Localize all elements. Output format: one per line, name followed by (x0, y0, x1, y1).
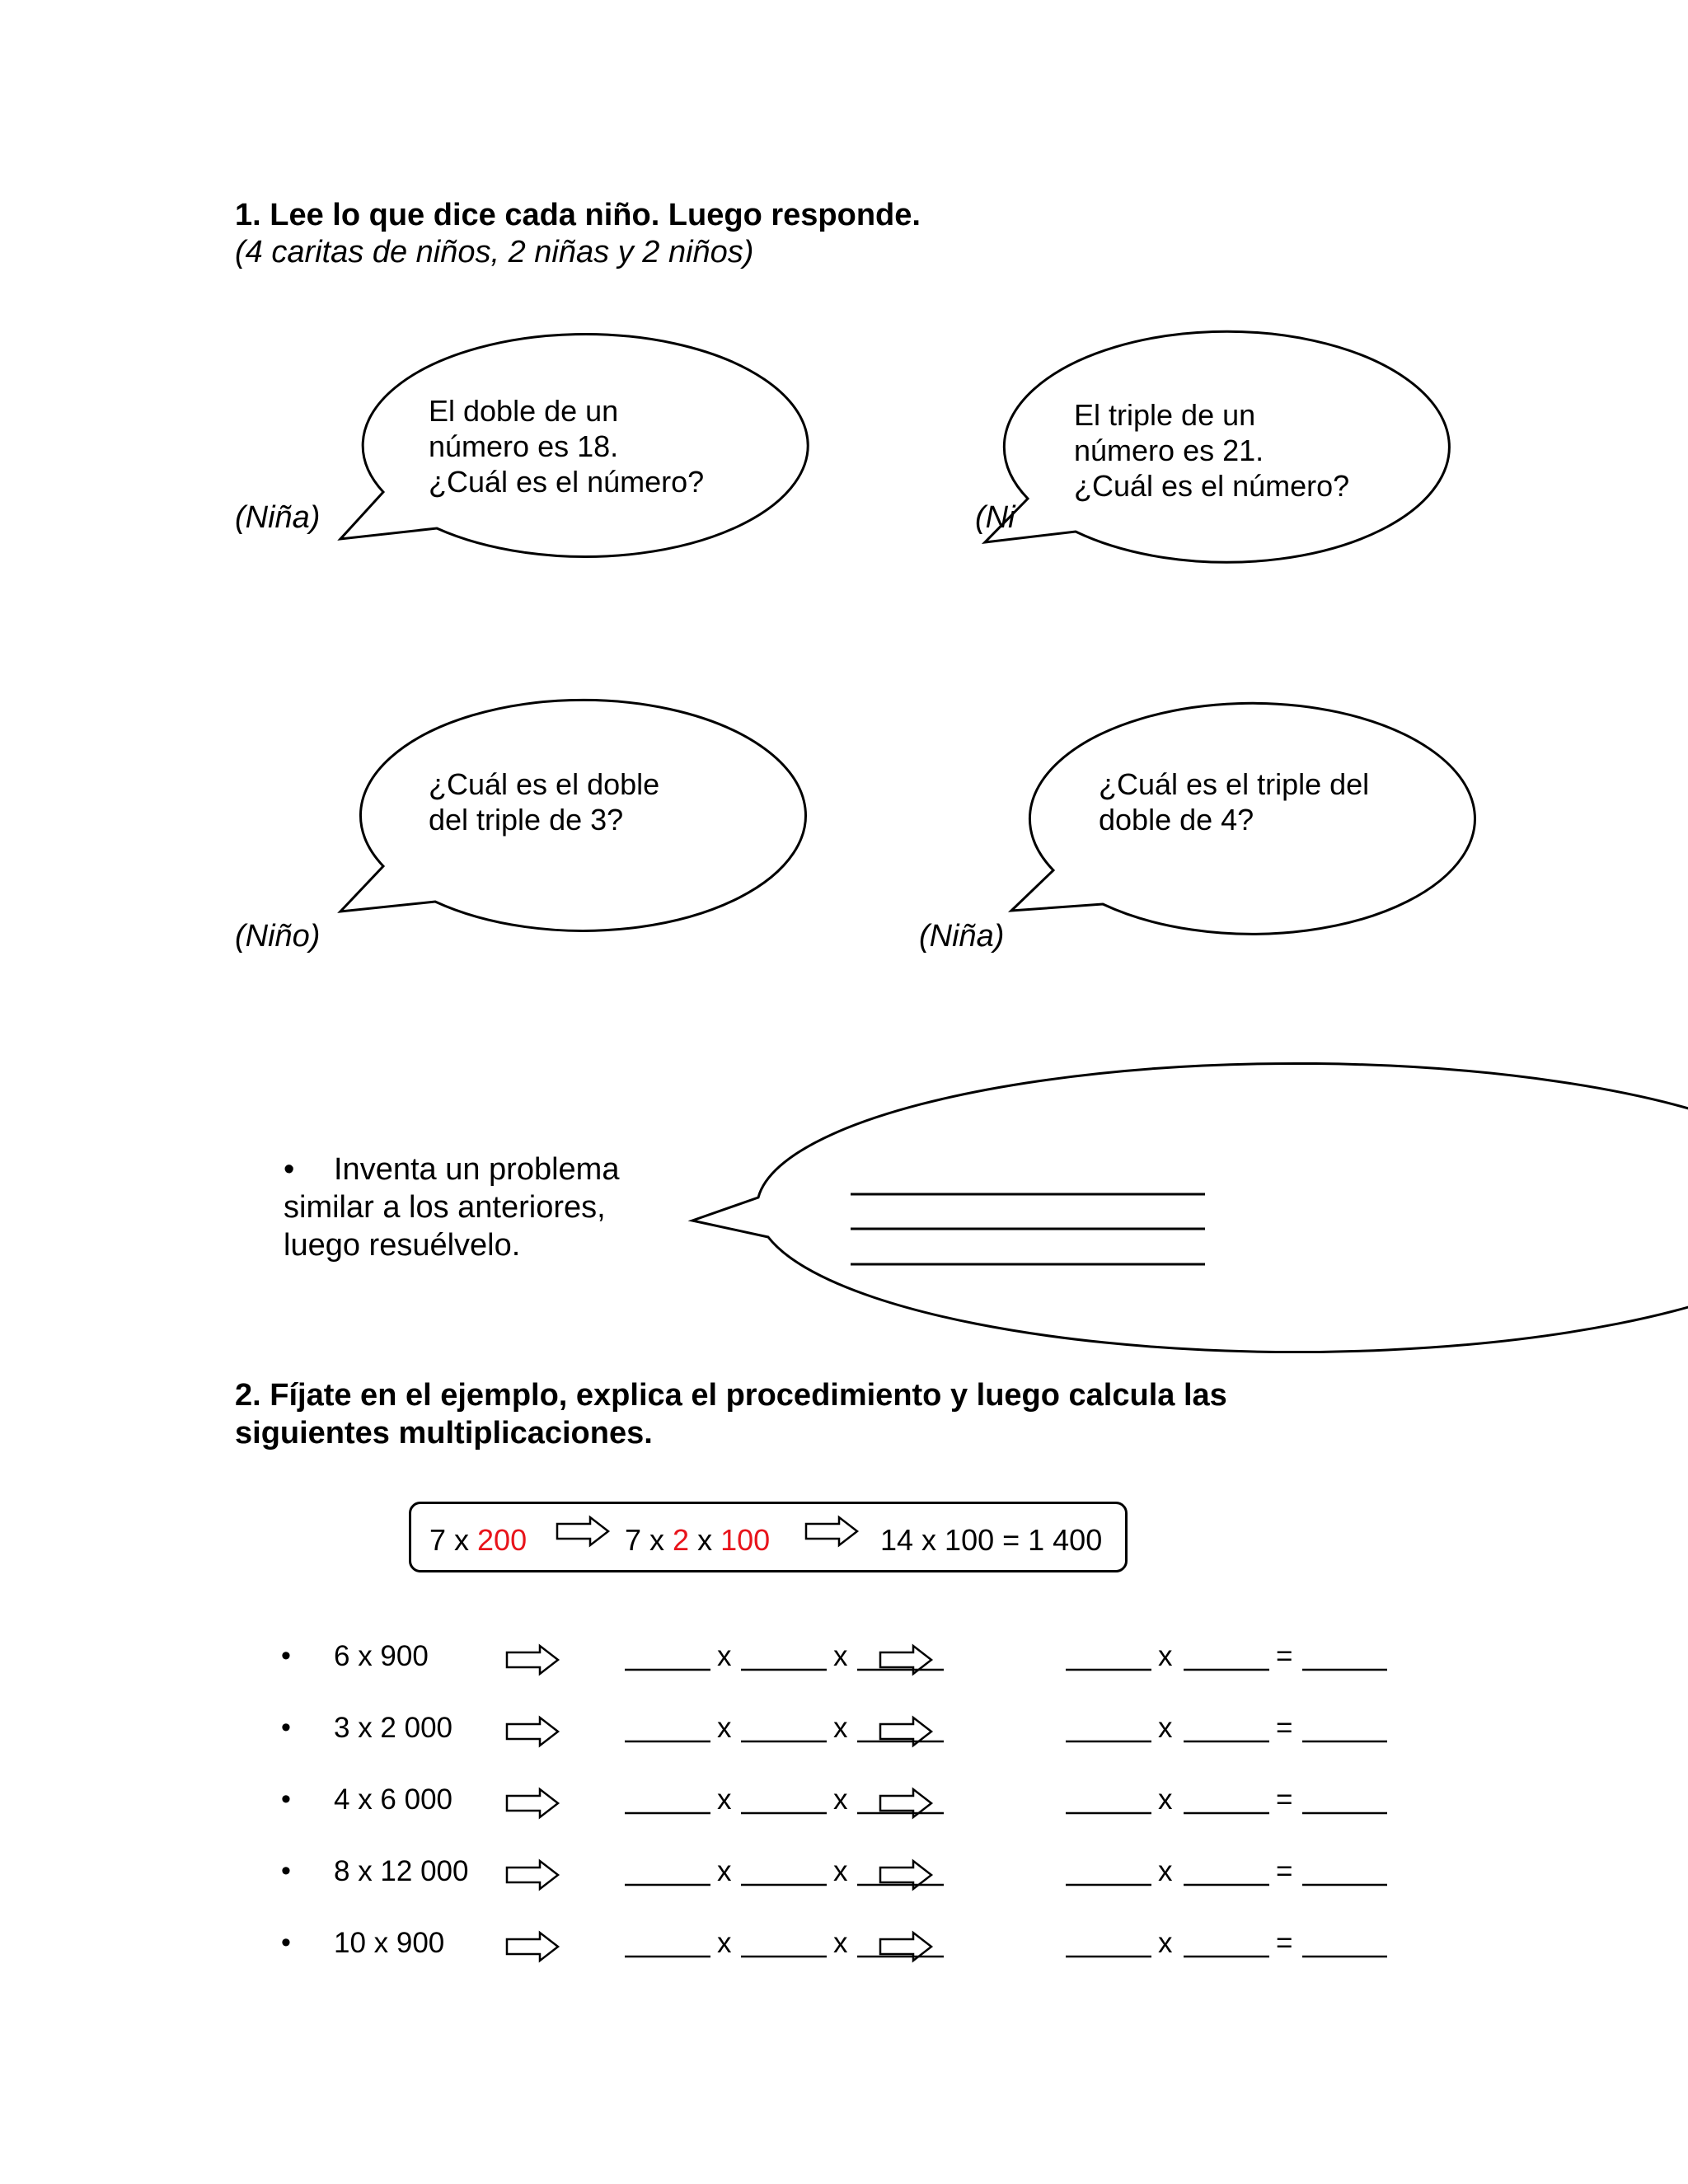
row5-eq: = (1276, 1927, 1293, 1959)
row2-eq: = (1276, 1712, 1293, 1744)
row4-eq: = (1276, 1855, 1293, 1887)
bubble-3-text: ¿Cuál es el doble del triple de 3? (429, 767, 660, 837)
example-part2-red-b: 100 (720, 1523, 771, 1557)
label-child-2: (Ni (975, 500, 1015, 535)
example-part2-black-b: x (689, 1523, 721, 1557)
invent-line-1: Inventa un problema (334, 1152, 620, 1187)
bubble-2-text: El triple de un número es 21. ¿Cuál es el número? (1074, 398, 1350, 503)
example-part3: 14 x 100 = 1 400 (880, 1523, 1103, 1557)
row3-bullet: • (281, 1783, 291, 1815)
row4-x1: x (717, 1855, 732, 1887)
example-part2-red-a: 2 (673, 1523, 690, 1557)
blank-lines (625, 1670, 1387, 1957)
invent-line-2: similar a los anteriores, (284, 1190, 606, 1225)
section2-title-line2: siguientes multiplicaciones. (235, 1416, 653, 1451)
example-part2-black-a: 7 x (625, 1523, 673, 1557)
invent-line-3: luego resuélvelo. (284, 1228, 521, 1263)
row3-arrow-icon (507, 1789, 558, 1817)
bubble-1-text: El doble de un número es 18. ¿Cuál es el número? (429, 394, 705, 499)
section2-title-line1: 2. Fíjate en el ejemplo, explica el procedimiento y luego calcula las (235, 1378, 1227, 1413)
row4-x2: x (833, 1855, 848, 1887)
row5-arrow-icon (507, 1933, 558, 1961)
row2-arrow-icon (507, 1718, 558, 1746)
row1-x2: x (833, 1640, 848, 1672)
row4-bullet: • (281, 1855, 291, 1886)
row1-bullet: • (281, 1640, 291, 1671)
row1-expr: 6 x 900 (334, 1640, 429, 1672)
section1-title: 1. Lee lo que dice cada niño. Luego responde. (235, 198, 921, 232)
row5-x2: x (833, 1927, 848, 1959)
bubble-4-text: ¿Cuál es el triple del doble de 4? (1099, 767, 1370, 837)
row2-bullet: • (281, 1712, 291, 1743)
row5-bullet: • (281, 1927, 291, 1958)
row3-expr: 4 x 6 000 (334, 1783, 452, 1816)
row1-x3: x (1158, 1640, 1173, 1672)
row2-x1: x (717, 1712, 732, 1744)
example-arrow-1-icon (557, 1517, 608, 1545)
example-part1-red: 200 (477, 1523, 528, 1557)
row3-x2: x (833, 1783, 848, 1816)
example-part1-black: 7 x (429, 1523, 478, 1557)
section1-subtitle: (4 caritas de niños, 2 niñas y 2 niños) (235, 235, 754, 269)
row4-x3: x (1158, 1855, 1173, 1887)
row1-eq: = (1276, 1640, 1293, 1672)
row1-arrow-icon (507, 1646, 558, 1674)
label-girl-1: (Niña) (235, 500, 321, 535)
row3-eq: = (1276, 1783, 1293, 1816)
row3-x3: x (1158, 1783, 1173, 1816)
row2-expr: 3 x 2 000 (334, 1712, 452, 1744)
row4-expr: 8 x 12 000 (334, 1855, 469, 1887)
row3-x1: x (717, 1783, 732, 1816)
row1-x1: x (717, 1640, 732, 1672)
row2-x2: x (833, 1712, 848, 1744)
row4-arrow-icon (507, 1861, 558, 1889)
row2-x3: x (1158, 1712, 1173, 1744)
label-girl-4: (Niña) (919, 919, 1005, 954)
row5-expr: 10 x 900 (334, 1927, 445, 1959)
example-arrow-2-icon (806, 1517, 857, 1545)
row5-x3: x (1158, 1927, 1173, 1959)
label-boy-3: (Niño) (235, 919, 321, 954)
row5-x1: x (717, 1927, 732, 1959)
invent-bullet: • (284, 1152, 295, 1187)
